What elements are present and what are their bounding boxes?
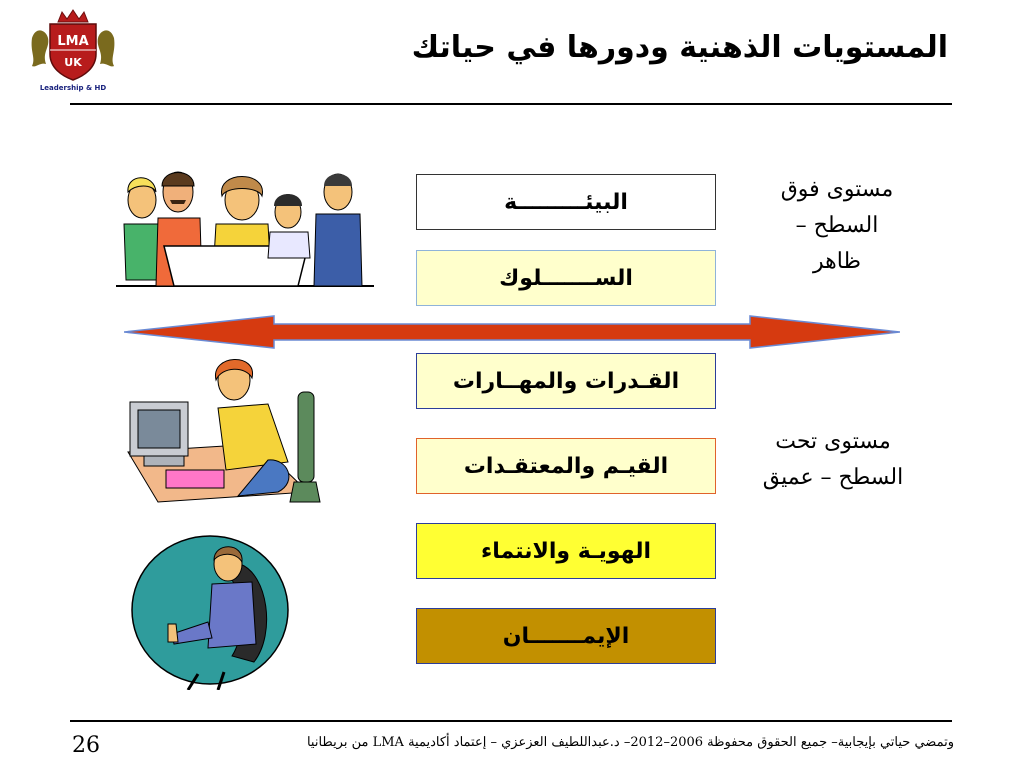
level-environment: البيئـــــــــة	[416, 174, 716, 230]
level-identity-belonging: الهويـة والانتماء	[416, 523, 716, 579]
lower-label-line1: مستوى تحت	[775, 429, 891, 454]
lower-level-label	[738, 424, 928, 496]
relaxed-woman-clipart	[128, 534, 294, 690]
level-values-beliefs: القيـم والمعتقـدات	[416, 438, 716, 494]
upper-label-line2: السطح –	[795, 213, 879, 238]
page-number: 26	[72, 733, 100, 758]
logo-name: LMA	[57, 34, 89, 49]
lion-left-icon	[32, 30, 49, 66]
logo-country: UK	[64, 56, 82, 69]
page-title: المستويات الذهنية ودورها في حياتك	[411, 30, 948, 65]
upper-level-label	[742, 172, 932, 280]
level-capabilities-skills: القـدرات والمهــارات	[416, 353, 716, 409]
upper-label-line3: ظاهر	[813, 249, 861, 274]
upper-label-line1: مستوى فوق	[780, 177, 894, 202]
crown-icon	[58, 10, 88, 22]
logo-tagline: Leadership & HD	[39, 84, 107, 92]
level-faith: الإيمـــــــان	[416, 608, 716, 664]
people-group-clipart	[112, 162, 376, 290]
top-divider	[70, 103, 952, 105]
shield-icon	[50, 24, 96, 80]
computer-user-clipart	[118, 352, 324, 514]
lma-logo	[28, 8, 118, 92]
footer-copyright: وتمضي حياتي بإيجابية– جميع الحقوق محفوظة 2006–2012– د.عبداللطيف العزعزي – إعتماد أكاديمية LMA من بريطانيا	[306, 735, 954, 750]
lion-right-icon	[98, 30, 115, 66]
lower-label-line2: السطح – عميق	[762, 465, 904, 490]
bottom-divider	[70, 720, 952, 722]
level-behavior: الســـــــلوك	[416, 250, 716, 306]
double-arrow-divider	[124, 314, 900, 350]
